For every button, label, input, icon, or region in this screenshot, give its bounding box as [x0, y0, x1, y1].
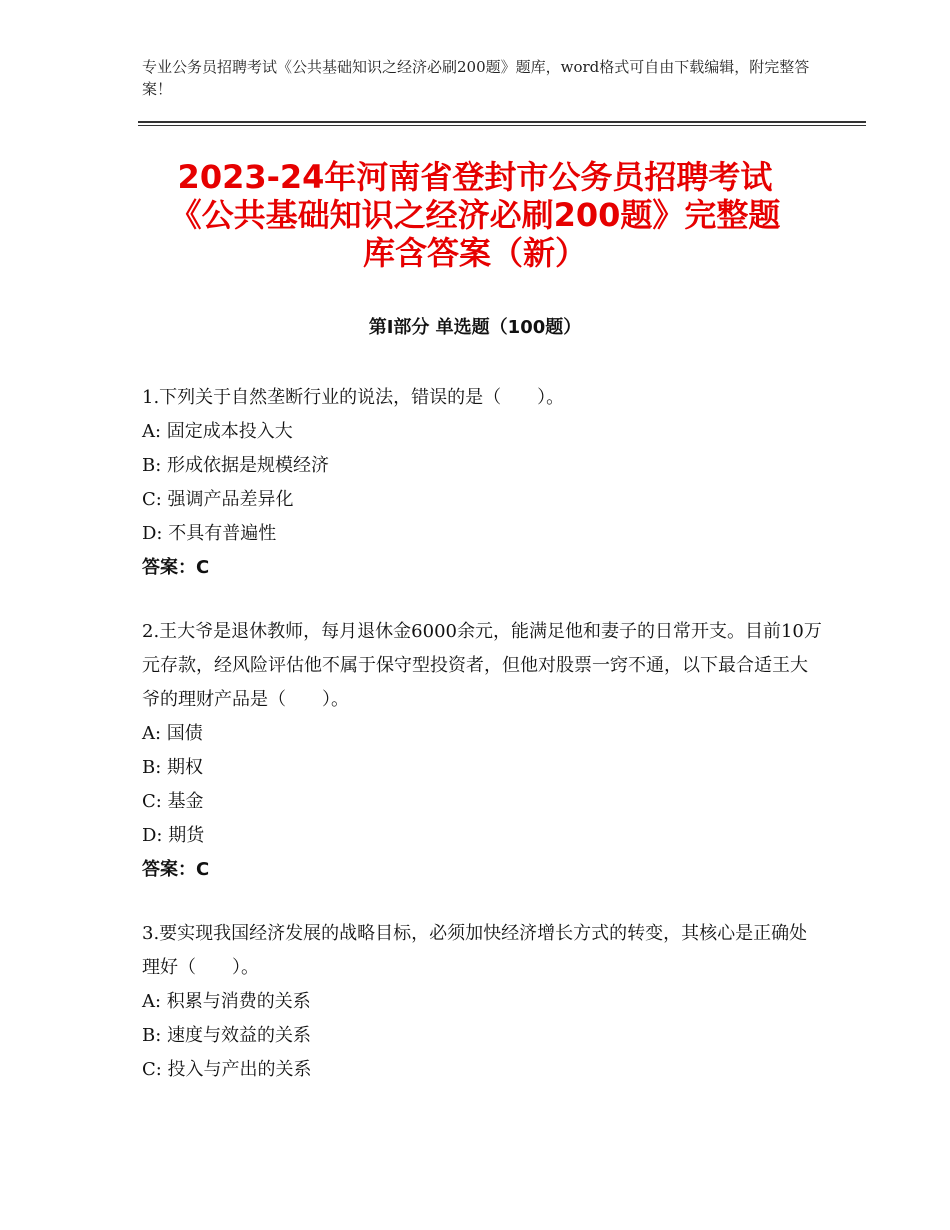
option-d: D: 不具有普遍性: [142, 523, 277, 544]
option-c: C: 投入与产出的关系: [142, 1059, 312, 1080]
question-stem: 1.下列关于自然垄断行业的说法，错误的是（ ）。: [142, 387, 565, 408]
answer: 答案：C: [142, 557, 210, 578]
option-b: B: 速度与效益的关系: [142, 1025, 312, 1046]
option-b: B: 形成依据是规模经济: [142, 455, 330, 476]
document-title: [100, 158, 850, 272]
answer: 答案：C: [142, 859, 210, 880]
header-divider-thin: [138, 125, 866, 126]
option-a: A: 国债: [142, 723, 203, 744]
title-line: 2023-24年河南省登封市公务员招聘考试: [177, 158, 773, 196]
option-a: A: 固定成本投入大: [142, 421, 293, 442]
option-a: A: 积累与消费的关系: [142, 991, 311, 1012]
question-1: [142, 381, 822, 585]
question-stem: 3.要实现我国经济发展的战略目标，必须加快经济增长方式的转变，其核心是正确处理好（ ）。: [142, 923, 808, 978]
question-list: [142, 381, 822, 1117]
option-c: C: 强调产品差异化: [142, 489, 294, 510]
section-title: 第Ⅰ部分 单选题（100题）: [368, 317, 582, 338]
title-line: 库含答案（新）: [362, 234, 587, 272]
option-b: B: 期权: [142, 757, 204, 778]
title-line: 《公共基础知识之经济必刷200题》完整题: [169, 196, 781, 234]
question-2: [142, 615, 822, 887]
question-3: [142, 917, 822, 1087]
option-c: C: 基金: [142, 791, 204, 812]
question-stem: 2.王大爷是退休教师，每月退休金6000余元，能满足他和妻子的日常开支。目前10万元存款，经风险评估他不属于保守型投资者，但他对股票一窍不通，以下最合适王大爷的理财产品是（ ）。: [142, 621, 822, 710]
header-note: 专业公务员招聘考试《公共基础知识之经济必刷200题》题库，word格式可自由下载编辑，附完整答案！: [142, 58, 810, 98]
option-d: D: 期货: [142, 825, 205, 846]
header-divider-thick: [138, 121, 866, 123]
